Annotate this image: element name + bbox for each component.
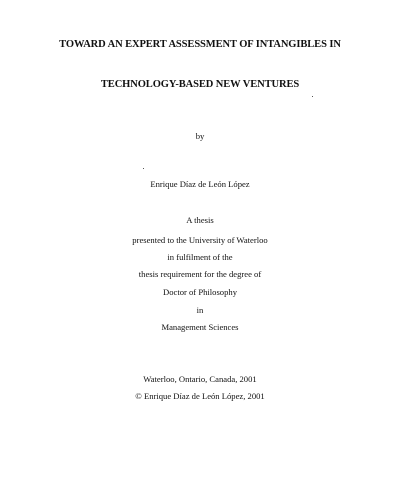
author-name: Enrique Díaz de León López — [150, 179, 250, 189]
requirement-text: thesis requirement for the degree of — [138, 269, 262, 279]
copyright-notice: © Enrique Díaz de León López, 2001 — [135, 391, 265, 401]
field-name: Management Sciences — [161, 322, 239, 332]
scan-speck — [143, 168, 144, 169]
title-line-1: TOWARD AN EXPERT ASSESSMENT OF INTANGIBLES IN — [59, 39, 341, 50]
fulfilment-text: in fulfilment of the — [167, 252, 233, 262]
thesis-type: A thesis — [186, 215, 214, 225]
in-text: in — [196, 305, 204, 315]
place-and-date: Waterloo, Ontario, Canada, 2001 — [143, 374, 257, 384]
degree-name: Doctor of Philosophy — [163, 287, 237, 297]
presented-to: presented to the University of Waterloo — [132, 235, 268, 245]
title-line-2: TECHNOLOGY-BASED NEW VENTURES — [100, 79, 300, 90]
by-text: by — [195, 131, 205, 141]
scan-speck — [312, 96, 313, 97]
